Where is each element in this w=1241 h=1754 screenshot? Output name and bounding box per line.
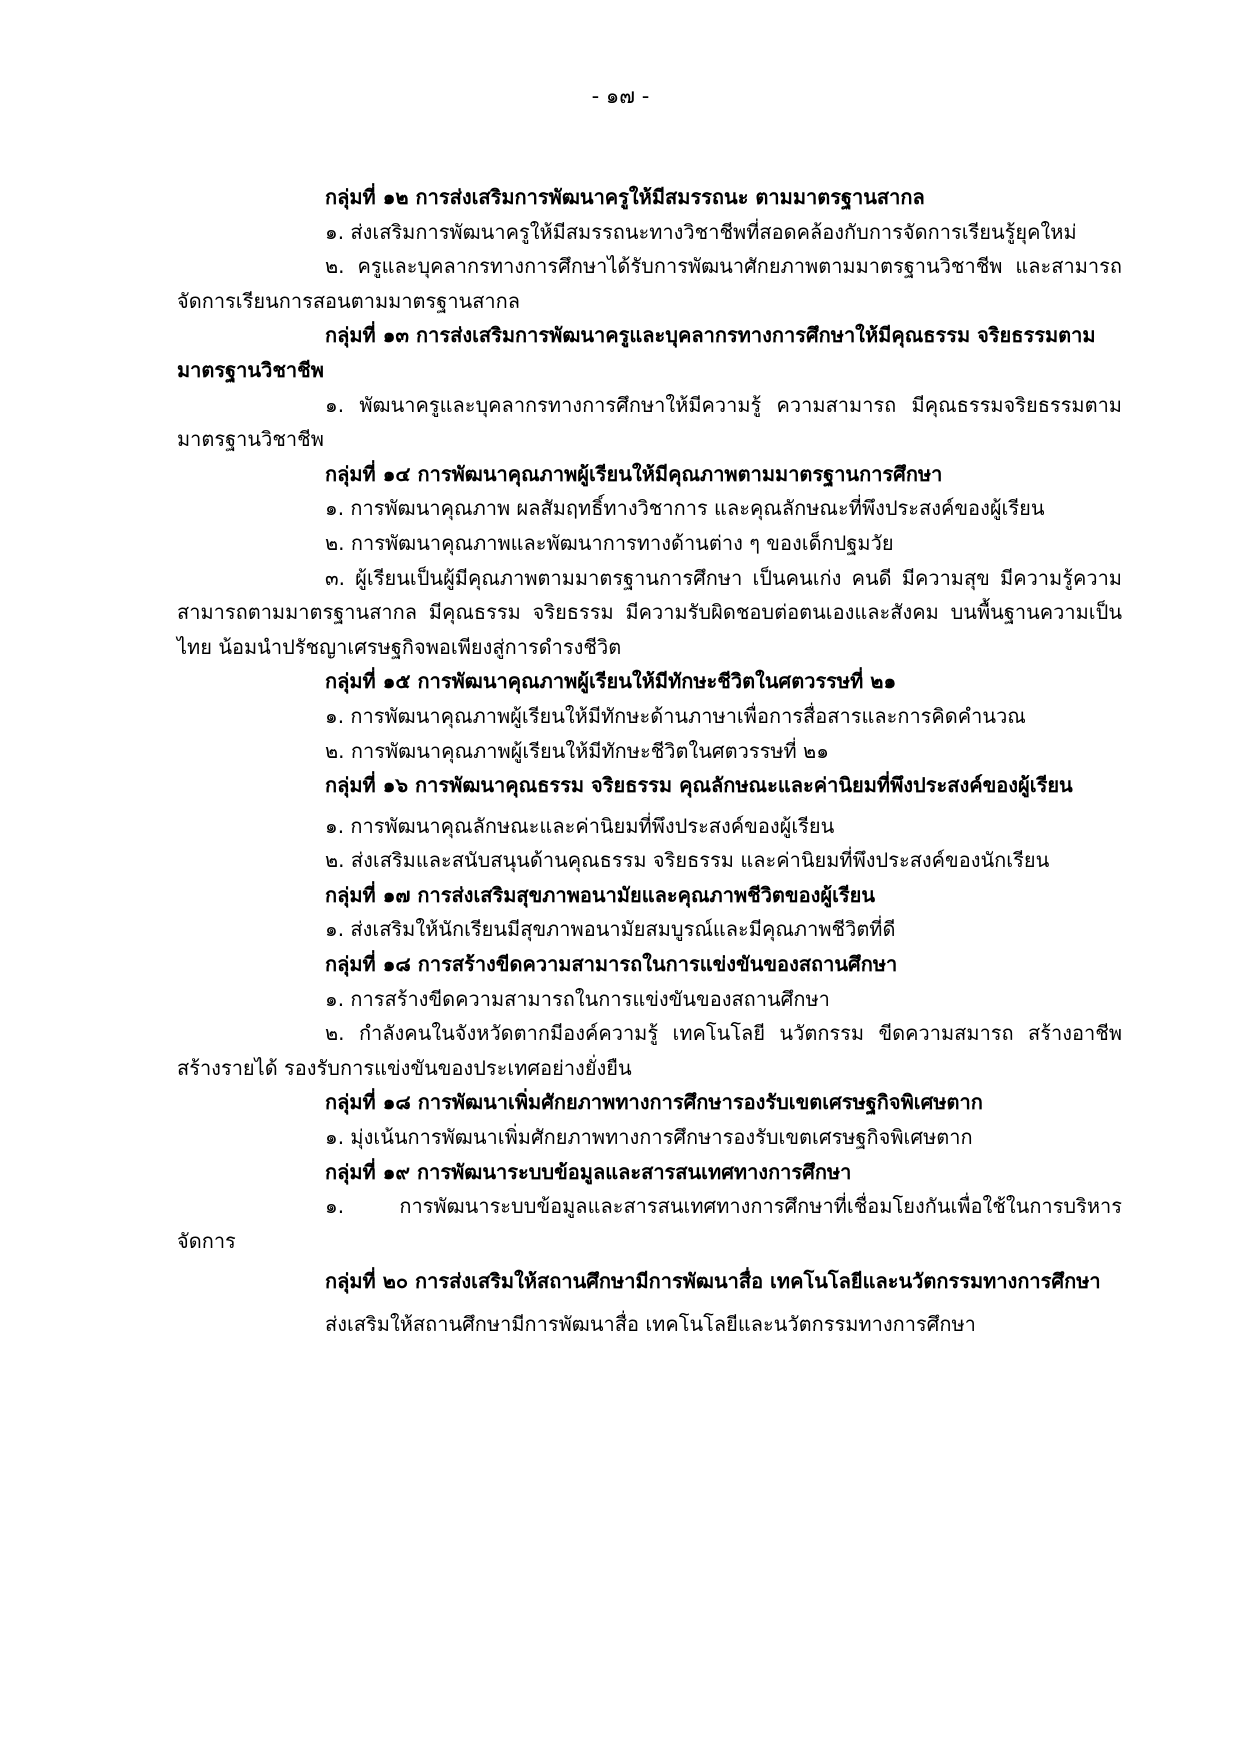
section-heading: กลุ่มที่ ๑๕ การพัฒนาคุณภาพผู้เรียนให้มีทักษะชีวิตในศตวรรษที่ ๒๑ — [325, 669, 897, 694]
list-item: ๒. ครูและบุคลากรทางการศึกษาได้รับการพัฒนาศักยภาพตามมาตรฐานวิชาชีพ และสามารถจัดการเรียนการสอนตามมาตรฐานสากล — [177, 254, 1122, 313]
section-heading: กลุ่มที่ ๑๙ การพัฒนาระบบข้อมูลและสารสนเทศทางการศึกษา — [325, 1159, 852, 1184]
list-item: ๓. ผู้เรียนเป็นผู้มีคุณภาพตามมาตรฐานการศึกษา เป็นคนเก่ง คนดี มีความสุข มีความรู้ความสามารถตามมาตรฐานสากล มีคุณธรรม จริยธรรม มีความรับผิดชอบต่อตนเองและสังคม บนพื้นฐานความเป็นไทย น้อมนำปรัชญาเศรษฐกิจพอเพียงสู่การดำรงชีวิต — [177, 565, 1122, 659]
page-number: - ๑๗ - — [591, 84, 650, 108]
list-item: ๒. กำลังคนในจังหวัดตากมีองค์ความรู้ เทคโนโลยี นวัตกรรม ขีดความสมารถ สร้างอาชีพสร้างรายได้ รองรับการแข่งขันของประเทศอย่างยั่งยืน — [177, 1021, 1122, 1080]
list-item: ๒. ส่งเสริมและสนับสนุนด้านคุณธรรม จริยธรรม และค่านิยมที่พึงประสงค์ของนักเรียน — [325, 848, 1050, 873]
section-heading: กลุ่มที่ ๒๐ การส่งเสริมให้สถานศึกษามีการพัฒนาสื่อ เทคโนโลยีและนวัตกรรมทางการศึกษา — [325, 1269, 1101, 1294]
section-heading: กลุ่มที่ ๑๒ การส่งเสริมการพัฒนาครูให้มีสมรรถนะ ตามมาตรฐานสากล — [325, 185, 925, 209]
section-heading: กลุ่มที่ ๑๖ การพัฒนาคุณธรรม จริยธรรม คุณลักษณะและค่านิยมที่พึงประสงค์ของผู้เรียน — [325, 773, 1073, 798]
section-heading: กลุ่มที่ ๑๔ การพัฒนาคุณภาพผู้เรียนให้มีคุณภาพตามมาตรฐานการศึกษา — [325, 461, 943, 486]
list-item: ส่งเสริมให้สถานศึกษามีการพัฒนาสื่อ เทคโนโลยีและนวัตกรรมทางการศึกษา — [325, 1312, 976, 1336]
section-heading: กลุ่มที่ ๑๘ การพัฒนาเพิ่มศักยภาพทางการศึกษารองรับเขตเศรษฐกิจพิเศษตาก — [325, 1090, 983, 1115]
list-item: ๑. มุ่งเน้นการพัฒนาเพิ่มศักยภาพทางการศึกษารองรับเขตเศรษฐกิจพิเศษตาก — [325, 1125, 973, 1150]
list-item: ๑. การสร้างขีดความสามารถในการแข่งขันของสถานศึกษา — [325, 986, 830, 1011]
section-heading: กลุ่มที่ ๑๓ การส่งเสริมการพัฒนาครูและบุคลากรทางการศึกษาให้มีคุณธรรม จริยธรรมตามมาตรฐานวิชาชีพ — [177, 323, 1096, 382]
list-item: ๑. การพัฒนาคุณภาพผู้เรียนให้มีทักษะด้านภาษาเพื่อการสื่อสารและการคิดคำนวณ — [325, 703, 1026, 728]
list-item: ๒. การพัฒนาคุณภาพและพัฒนาการทางด้านต่าง ๆ ของเด็กปฐมวัย — [325, 530, 894, 555]
document-body — [177, 180, 1122, 1342]
list-item: ๑. การพัฒนาระบบข้อมูลและสารสนเทศทางการศึกษาที่เชื่อมโยงกันเพื่อใช้ในการบริหารจัดการ — [177, 1194, 1122, 1253]
list-item: ๒. การพัฒนาคุณภาพผู้เรียนให้มีทักษะชีวิตในศตวรรษที่ ๒๑ — [325, 738, 829, 763]
section-heading: กลุ่มที่ ๑๗ การส่งเสริมสุขภาพอนามัยและคุณภาพชีวิตของผู้เรียน — [325, 882, 876, 907]
list-item: ๑. การพัฒนาคุณลักษณะและค่านิยมที่พึงประสงค์ของผู้เรียน — [325, 813, 835, 838]
section-heading: กลุ่มที่ ๑๘ การสร้างขีดความสามารถในการแข่งขันของสถานศึกษา — [325, 952, 898, 977]
list-item: ๑. ส่งเสริมการพัฒนาครูให้มีสมรรถนะทางวิชาชีพที่สอดคล้องกับการจัดการเรียนรู้ยุคใหม่ — [325, 219, 1077, 244]
list-item: ๑. การพัฒนาคุณภาพ ผลสัมฤทธิ์ทางวิชาการ และคุณลักษณะที่พึงประสงค์ของผู้เรียน — [325, 496, 1045, 521]
list-item: ๑. พัฒนาครูและบุคลากรทางการศึกษาให้มีความรู้ ความสามารถ มีคุณธรรมจริยธรรมตามมาตรฐานวิชาชีพ — [177, 392, 1122, 452]
list-item: ๑. ส่งเสริมให้นักเรียนมีสุขภาพอนามัยสมบูรณ์และมีคุณภาพชีวิตที่ดี — [325, 917, 896, 942]
